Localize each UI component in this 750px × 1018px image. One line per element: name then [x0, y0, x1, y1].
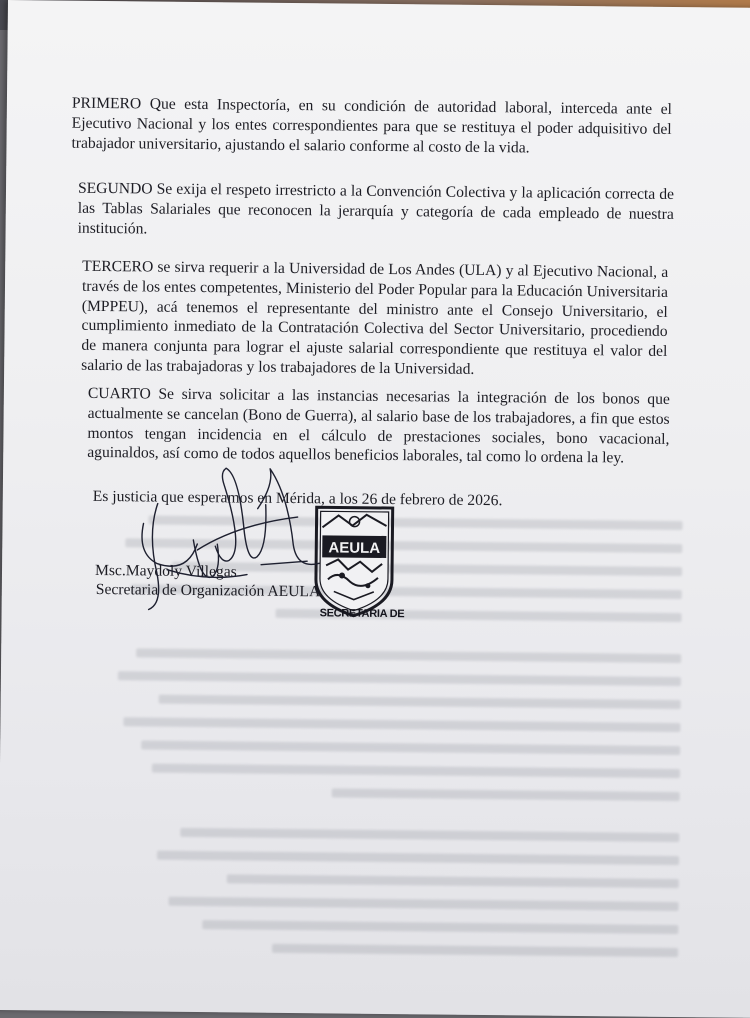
- seal-logo-text: AEULA: [328, 539, 381, 557]
- closing-line: Es justicia que esperamos en Mérida, a los 26 de febrero de 2026.: [92, 487, 503, 510]
- handwritten-signature: [94, 463, 334, 615]
- paragraph-cuarto: CUARTO Se sirva solicitar a las instancias necesarias la integración de los bonos que actualmente se cancelan (Bono de Guerra), al salario base de los trabajadores, a fin que estos montos tengan incidencia en el cálculo de prestaciones sociales, bono vacacional, aguinaldos, así como de todos aquellos beneficios laborales, tal como lo ordena la ley.: [87, 384, 670, 467]
- paragraph-tercero: TERCERO se sirva requerir a la Universidad de Los Andes (ULA) y al Ejecutivo Nacional, a través de los entes competentes, Ministerio del Poder Popular para la Educación Universitaria (MPPEU), acá tenemos el representante del ministro ante el Consejo Universitario, el cumplimiento inmediato de la Contratación Colectiva del Sector Universitario, procediendo de manera conjunta para lograr el ajuste salarial correspondiente que restituya el valor del salario de las trabajadoras y los trabajadores de la Universidad.: [81, 257, 669, 378]
- signatory-role: Secretaria de Organización AEULA: [95, 580, 321, 601]
- paragraph-segundo: SEGUNDO Se exija el respeto irrestricto a la Convención Colectiva y la aplicación correcta de las Tablas Salariales que reconocen la jerarquía y categoría de cada empleado de nuestra institución.: [77, 179, 675, 238]
- seal-caption: SECRETARIA DE: [319, 607, 405, 621]
- paragraph-primero: PRIMERO Que esta Inspectoría, en su condición de autoridad laboral, interceda ante el Ejecutivo Nacional y los entes correspondientes para que se restituya el poder adquisitivo del trabajador universitario, ajustando el salario conforme al costo de la vida.: [71, 94, 672, 157]
- signatory-name: Msc.Maydoly Villegas: [94, 561, 237, 581]
